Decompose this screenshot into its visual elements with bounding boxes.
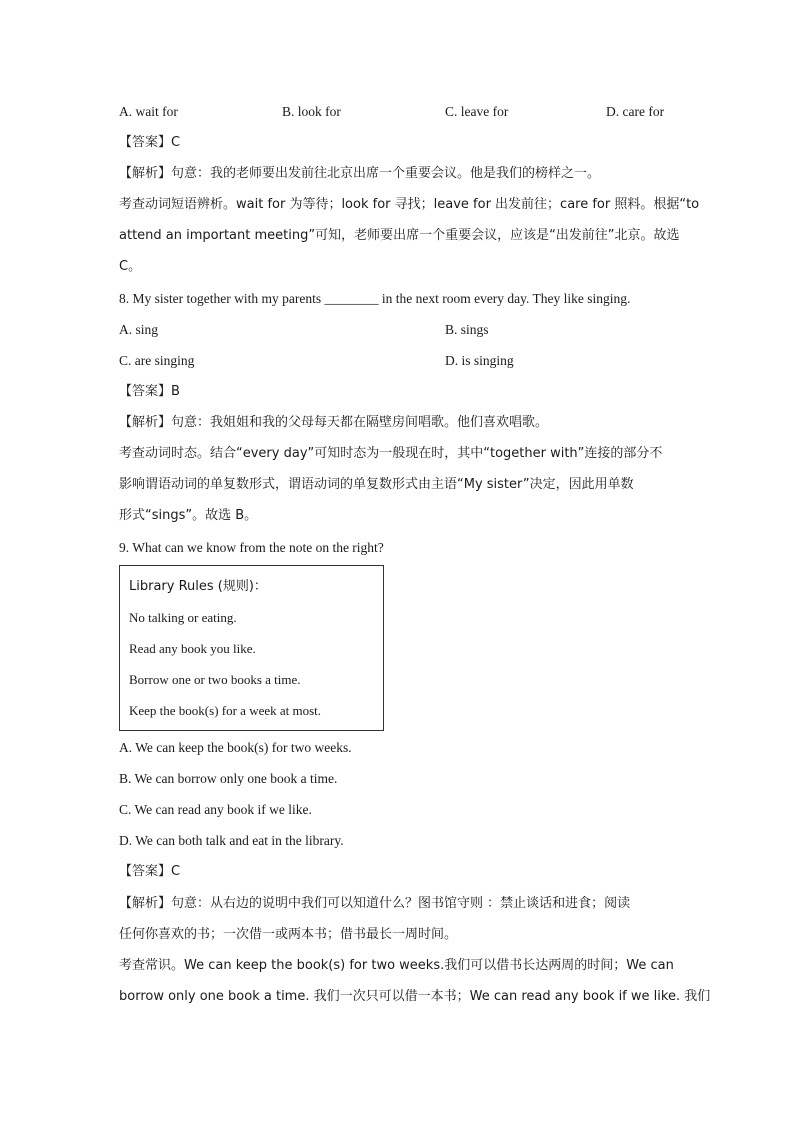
note-rule: No talking or eating. (129, 610, 237, 625)
q9-answer: 【答案】C (119, 864, 181, 879)
q7-option-b: B. look for (282, 104, 341, 119)
q7-analysis-line-4: C。 (119, 259, 142, 274)
q7-option-a: A. wait for (119, 104, 178, 119)
q9-question: 9. What can we know from the note on the right? (119, 540, 384, 555)
q8-analysis-line-1: 【解析】句意：我姐姐和我的父母每天都在隔壁房间唱歌。他们喜欢唱歌。 (119, 415, 549, 430)
library-rules-note (119, 565, 384, 731)
q7-analysis-line-1: 【解析】句意：我的老师要出发前往北京出席一个重要会议。他是我们的榜样之一。 (119, 166, 601, 181)
q8-option-a: A. sing (119, 322, 159, 337)
q8-question: 8. My sister together with my parents ________ in the next room every day. They like singing. (119, 291, 631, 306)
q8-option-b: B. sings (445, 322, 489, 337)
q9-option-b: B. We can borrow only one book a time. (119, 771, 338, 786)
note-rule: Borrow one or two books a time. (129, 672, 301, 687)
q9-analysis-line-4: borrow only one book a time. 我们一次只可以借一本书；We can read any book if we like. 我们 (119, 989, 711, 1004)
note-title: Library Rules (规则)： (129, 579, 267, 594)
q8-analysis-line-4: 形式“sings”。故选 B。 (119, 508, 258, 523)
q9-analysis-line-3: 考查常识。We can keep the book(s) for two weeks.我们可以借书长达两周的时间；We can (119, 958, 674, 973)
q8-answer: 【答案】B (119, 384, 180, 399)
q7-analysis-line-2: 考查动词短语辨析。wait for 为等待；look for 寻找；leave for 出发前往；care for 照料。根据“to (119, 197, 700, 212)
q9-analysis-line-2: 任何你喜欢的书；一次借一或两本书；借书最长一周时间。 (119, 927, 458, 942)
q7-analysis-line-3: attend an important meeting”可知，老师要出席一个重要会议，应该是“出发前往”北京。故选 (119, 228, 680, 243)
q7-option-c: C. leave for (445, 104, 509, 119)
q8-analysis-line-3: 影响谓语动词的单复数形式，谓语动词的单复数形式由主语“My sister”决定，因此用单数 (119, 477, 634, 492)
q8-option-c: C. are singing (119, 353, 195, 368)
note-rule: Read any book you like. (129, 641, 256, 656)
note-rule: Keep the book(s) for a week at most. (129, 703, 322, 718)
q9-option-a: A. We can keep the book(s) for two weeks. (119, 740, 352, 755)
q9-analysis-line-1: 【解析】句意：从右边的说明中我们可以知道什么？图书馆守则 ：禁止谈话和进食；阅读 (119, 896, 631, 911)
q7-option-d: D. care for (606, 104, 665, 119)
q7-answer: 【答案】C (119, 135, 181, 150)
q9-option-c: C. We can read any book if we like. (119, 802, 312, 817)
q8-analysis-line-2: 考查动词时态。结合“every day”可知时态为一般现在时，其中“together with”连接的部分不 (119, 446, 663, 461)
q9-option-d: D. We can both talk and eat in the library. (119, 833, 344, 848)
q8-option-d: D. is singing (445, 353, 514, 368)
